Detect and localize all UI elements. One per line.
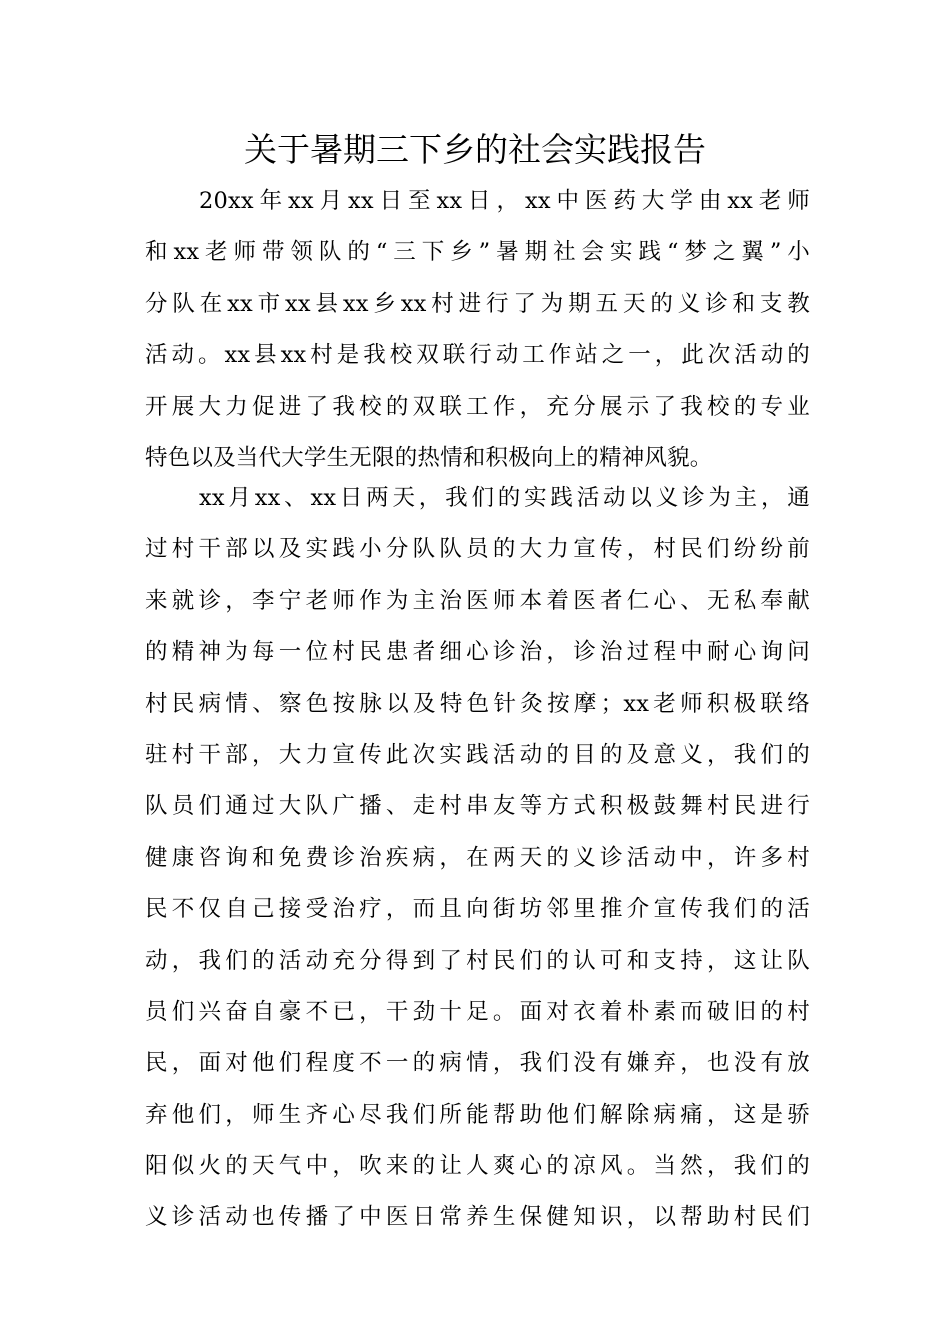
paragraph-line: 的精神为每一位村民患者细心诊治，诊治过程中耐心询问 <box>145 639 810 666</box>
paragraph-line: xx月xx、xx日两天，我们的实践活动以义诊为主，通 <box>199 485 810 511</box>
paragraph-line: 20xx年xx月xx日至xx日，xx中医药大学由xx老师 <box>199 188 810 214</box>
paragraph-line: 过村干部以及实践小分队队员的大力宣传，村民们纷纷前 <box>145 536 810 563</box>
paragraph-line: 活动。xx县xx村是我校双联行动工作站之一，此次活动的 <box>145 342 810 369</box>
paragraph-line: 特色以及当代大学生无限的热情和积极向上的精神风貌。 <box>145 444 713 471</box>
paragraph-line: 员们兴奋自豪不已，干劲十足。面对衣着朴素而破旧的村 <box>145 998 810 1025</box>
paragraph-line: 开展大力促进了我校的双联工作，充分展示了我校的专业 <box>145 393 810 420</box>
paragraph-line: 队员们通过大队广播、走村串友等方式积极鼓舞村民进行 <box>145 793 810 820</box>
paragraph-line: 村民病情、察色按脉以及特色针灸按摩；xx老师积极联络 <box>145 690 810 717</box>
paragraph-line: 来就诊，李宁老师作为主治医师本着医者仁心、无私奉献 <box>145 587 810 614</box>
document-title: 关于暑期三下乡的社会实践报告 <box>244 130 706 169</box>
paragraph-line: 健康咨询和免费诊治疾病，在两天的义诊活动中，许多村 <box>145 844 810 871</box>
paragraph-line: 阳似火的天气中，吹来的让人爽心的凉风。当然，我们的 <box>145 1153 810 1180</box>
paragraph-line: 民不仅自己接受治疗，而且向街坊邻里推介宣传我们的活 <box>145 896 810 923</box>
paragraph-line: 驻村干部，大力宣传此次实践活动的目的及意义，我们的 <box>145 741 810 768</box>
paragraph-line: 分队在xx市xx县xx乡xx村进行了为期五天的义诊和支教 <box>145 290 810 317</box>
paragraph-line: 民，面对他们程度不一的病情，我们没有嫌弃，也没有放 <box>145 1050 810 1077</box>
paragraph-line: 动，我们的活动充分得到了村民们的认可和支持，这让队 <box>145 947 810 974</box>
paragraph-line: 弃他们，师生齐心尽我们所能帮助他们解除病痛，这是骄 <box>145 1101 810 1128</box>
paragraph-line: 和xx老师带领队的“三下乡”暑期社会实践“梦之翼”小 <box>145 239 810 266</box>
paragraph-1 <box>145 176 810 484</box>
paragraph-line: 义诊活动也传播了中医日常养生保健知识，以帮助村民们 <box>145 1204 810 1231</box>
paragraph-2 <box>145 473 810 1244</box>
